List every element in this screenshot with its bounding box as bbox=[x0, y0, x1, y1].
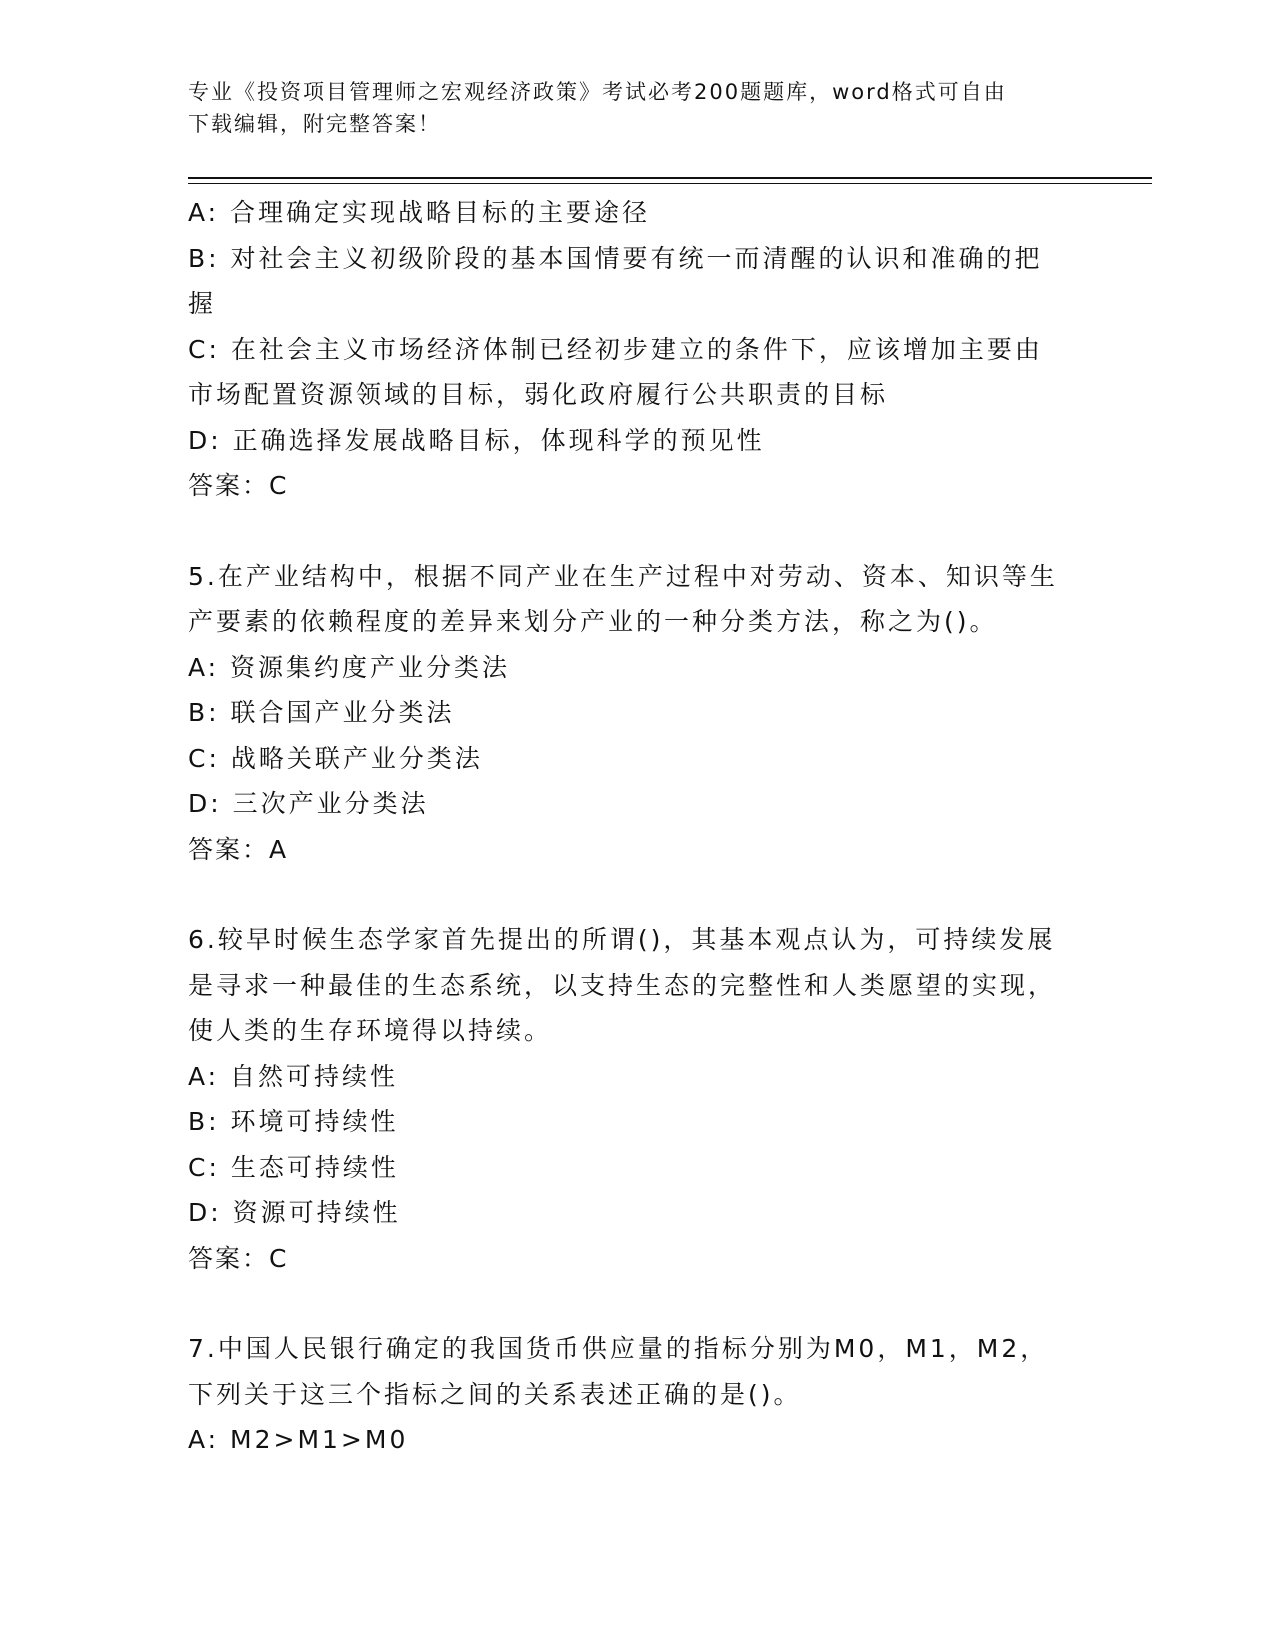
answer: 答案：C bbox=[188, 1243, 289, 1273]
option-b: B: 环境可持续性 bbox=[188, 1107, 399, 1136]
option-a: A: 资源集约度产业分类法 bbox=[188, 652, 511, 682]
option-d: D: 正确选择发展战略目标，体现科学的预见性 bbox=[188, 425, 765, 455]
question-text: 5.在产业结构中，根据不同产业在生产过程中对劳动、资本、知识等生产要素的依赖程度的差异来划分产业的一种分类方法，称之为()。 bbox=[188, 561, 1058, 636]
question-4-tail bbox=[188, 190, 1068, 509]
question-content bbox=[188, 190, 1068, 1463]
option-a: A: M2>M1>M0 bbox=[188, 1425, 409, 1454]
header-line-1: 专业《投资项目管理师之宏观经济政策》考试必考200题题库，word格式可自由 bbox=[188, 80, 1007, 104]
question-text: 7.中国人民银行确定的我国货币供应量的指标分别为M0，M1，M2，下列关于这三个指标之间的关系表述正确的是()。 bbox=[188, 1334, 1049, 1409]
option-d: D: 三次产业分类法 bbox=[188, 789, 429, 818]
question-5 bbox=[188, 554, 1068, 873]
option-a: A: 合理确定实现战略目标的主要途径 bbox=[188, 198, 651, 227]
answer: 答案：C bbox=[188, 471, 289, 500]
option-c: C: 在社会主义市场经济体制已经初步建立的条件下，应该增加主要由市场配置资源领域的目标，弱化政府履行公共职责的目标 bbox=[188, 334, 1043, 409]
question-text: 6.较早时候生态学家首先提出的所谓()，其基本观点认为，可持续发展是寻求一种最佳的生态系统，以支持生态的完整性和人类愿望的实现，使人类的生存环境得以持续。 bbox=[188, 925, 1057, 1045]
question-6 bbox=[188, 917, 1068, 1281]
option-b: B: 联合国产业分类法 bbox=[188, 698, 455, 727]
spacer bbox=[188, 1281, 1068, 1326]
spacer bbox=[188, 872, 1068, 917]
option-b: B: 对社会主义初级阶段的基本国情要有统一而清醒的认识和准确的把握 bbox=[188, 243, 1043, 318]
answer: 答案：A bbox=[188, 834, 289, 864]
option-a: A: 自然可持续性 bbox=[188, 1061, 399, 1091]
header-rule-thin bbox=[188, 183, 1152, 184]
header-rule-thick bbox=[188, 177, 1152, 179]
header-line-2: 下载编辑，附完整答案！ bbox=[188, 112, 441, 136]
option-c: C: 战略关联产业分类法 bbox=[188, 743, 483, 773]
question-7 bbox=[188, 1326, 1068, 1463]
option-c: C: 生态可持续性 bbox=[188, 1152, 399, 1182]
document-header bbox=[188, 76, 1068, 140]
spacer bbox=[188, 509, 1068, 554]
option-d: D: 资源可持续性 bbox=[188, 1198, 401, 1227]
